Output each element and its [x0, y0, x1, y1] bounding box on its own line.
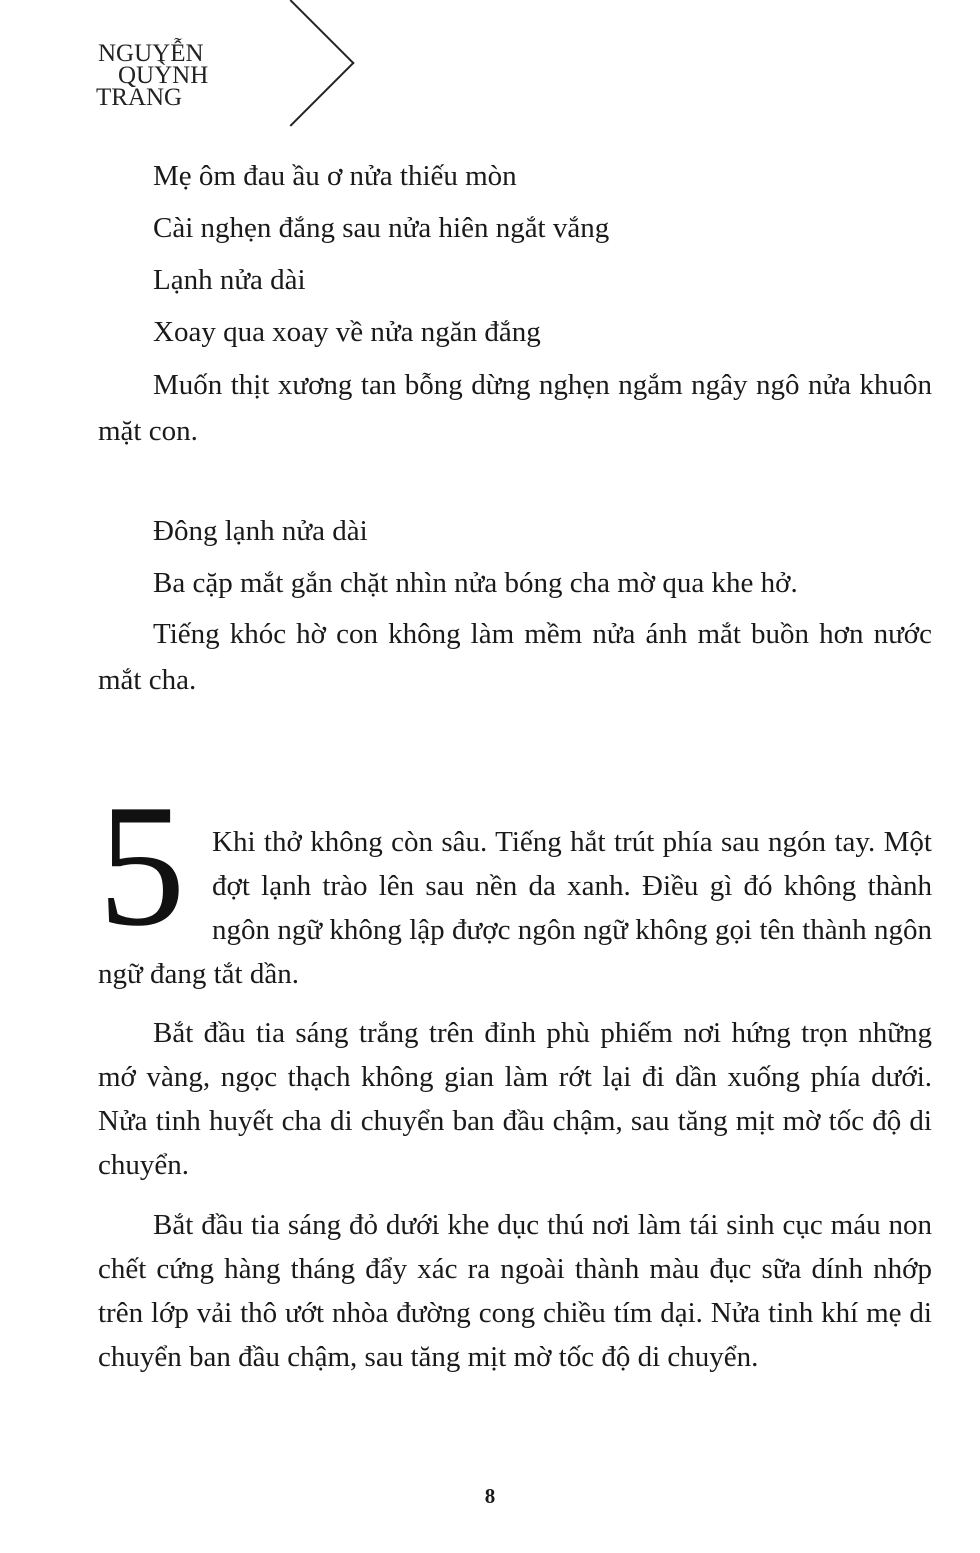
author-name-line-1: NGUYỄN	[98, 40, 204, 67]
verse-paragraph: Tiếng khóc hờ con không làm mềm nửa ánh mắt buồn hơn nước mắt cha.	[98, 618, 932, 696]
verse-paragraph: Muốn thịt xương tan bỗng dừng nghẹn ngắm ngây ngô nửa khuôn mặt con.	[98, 369, 932, 447]
verse-line: Đông lạnh nửa dài	[153, 515, 368, 547]
diamond-frame	[227, 0, 354, 127]
verse-line: Ba cặp mắt gắn chặt nhìn nửa bóng cha mờ qua khe hở.	[153, 567, 798, 599]
verse-line: Xoay qua xoay về nửa ngăn đắng	[153, 316, 541, 348]
body-paragraph: Bắt đầu tia sáng trắng trên đỉnh phù phiếm nơi hứng trọn những mớ vàng, ngọc thạch không gian làm rớt lại đi dần xuống phía dưới. Nửa tinh huyết cha di chuyển ban đầu chậm, sau tăng mịt mờ tốc độ di chuyển.	[98, 1017, 932, 1181]
author-logo	[96, 6, 286, 136]
page-number: 8	[484, 1484, 496, 1508]
body-paragraph: Bắt đầu tia sáng đỏ dưới khe dục thú nơi làm tái sinh cục máu non chết cứng hàng tháng đẩy xác ra ngoài thành màu đục sữa dính nhớp trên lớp vải thô ướt nhòa đường cong chiều tím dại. Nửa tinh khí mẹ di chuyển ban đầu chậm, sau tăng mịt mờ tốc độ di chuyển.	[98, 1209, 932, 1373]
section-first-paragraph: Khi thở không còn sâu. Tiếng hắt trút phía sau ngón tay. Một đợt lạnh trào lên sau nền da xanh. Điều gì đó không thành ngôn ngữ không lập được ngôn ngữ không gọi tên thành ngôn ngữ đang tắt dần.	[98, 826, 932, 990]
verse-line: Mẹ ôm đau ầu ơ nửa thiếu mòn	[153, 160, 517, 192]
verse-line: Lạnh nửa dài	[153, 264, 306, 296]
author-name-line-2: QUỲNH	[118, 62, 209, 89]
section-5	[98, 820, 932, 1379]
section-drop-cap: 5	[98, 768, 186, 962]
author-name-line-3: TRANG	[96, 84, 183, 111]
verse-line: Cài nghẹn đắng sau nửa hiên ngắt vắng	[153, 212, 610, 244]
